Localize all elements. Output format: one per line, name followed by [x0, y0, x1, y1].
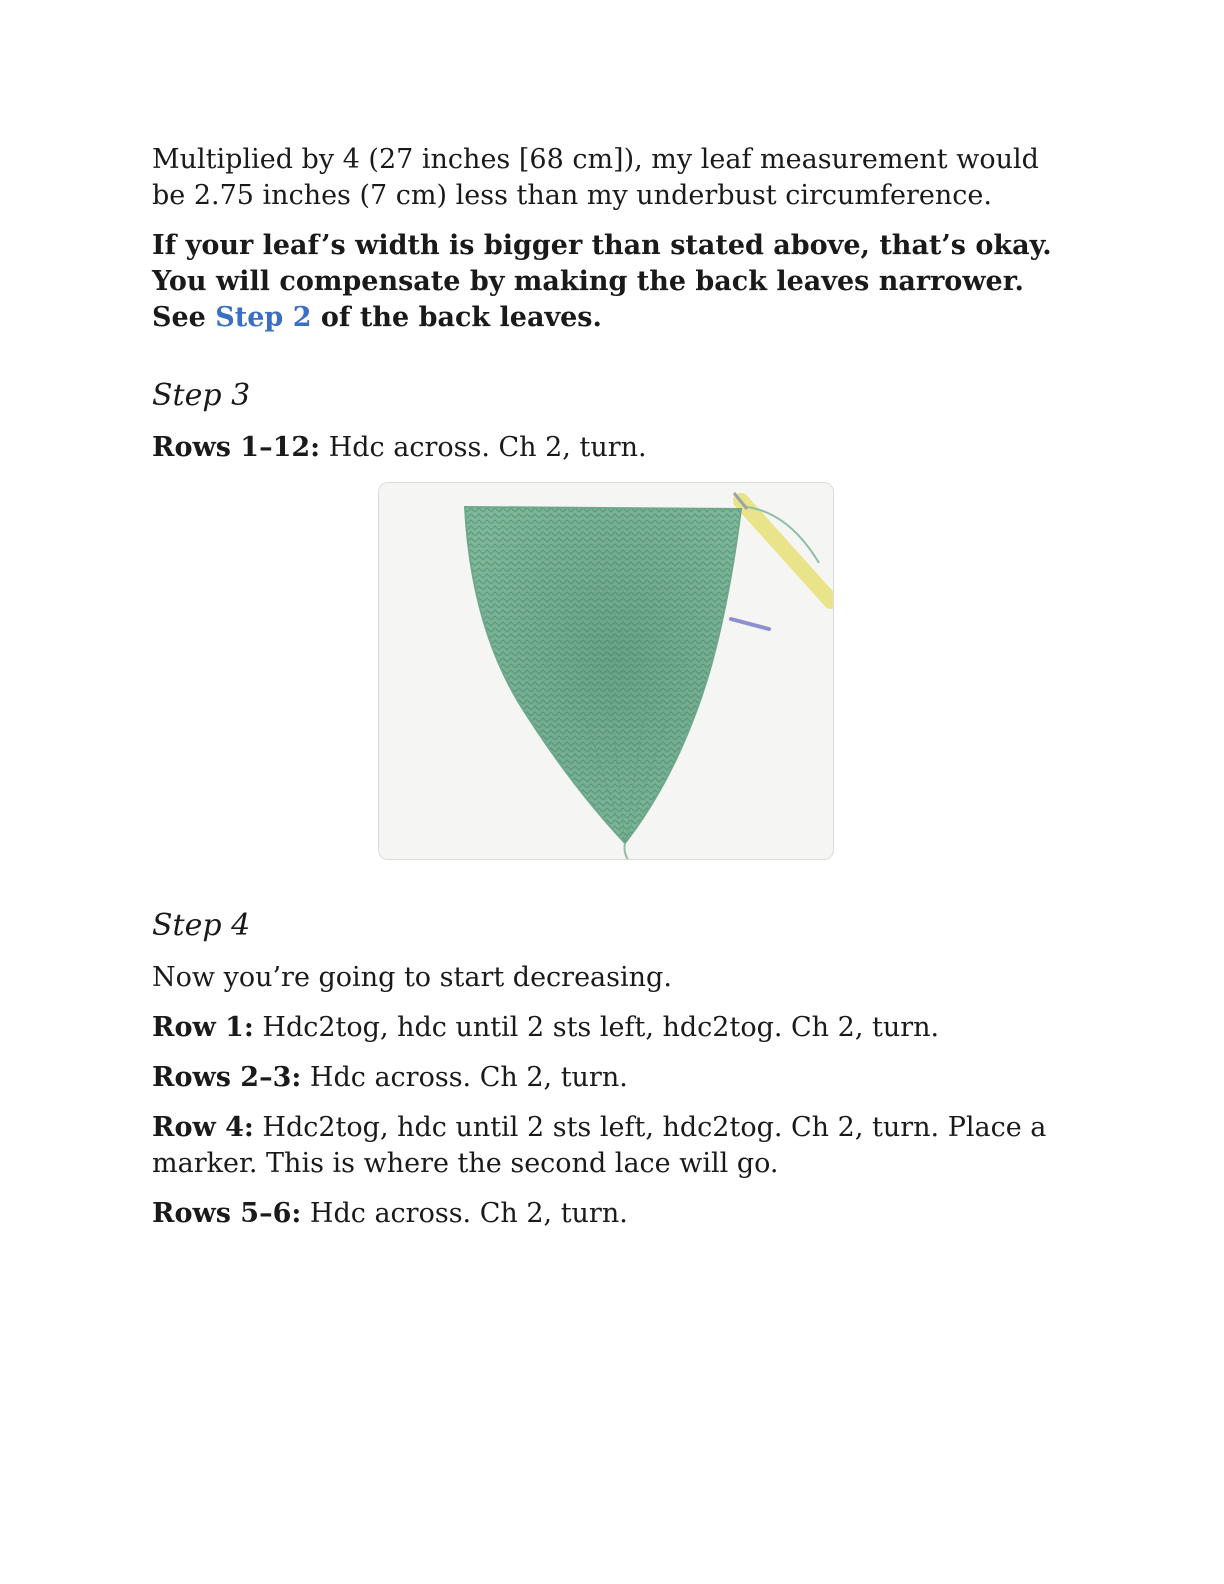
row-instruction: Hdc across. Ch 2, turn.: [301, 1062, 628, 1093]
row-label: Rows 5–6:: [152, 1198, 302, 1229]
leaf-width-note: [152, 228, 1072, 336]
step-3-heading: Step 3: [152, 378, 251, 413]
row-label: Row 1:: [152, 1012, 254, 1043]
row-instruction: Hdc2tog, hdc until 2 sts left, hdc2tog. Ch 2, turn.: [253, 1012, 940, 1043]
row-label: Row 4:: [152, 1112, 254, 1143]
row-instruction: Hdc across. Ch 2, turn.: [301, 1198, 628, 1229]
row-label: Rows 1–12:: [152, 432, 321, 463]
document-page: [152, 142, 1072, 1246]
step-2-link[interactable]: Step 2: [215, 302, 312, 333]
step-4-intro: Now you’re going to start decreasing.: [152, 962, 672, 993]
note-text-before: If your leaf’s width is bigger than stated above, that’s okay. You will compensate by making the back leaves narrower. See: [152, 230, 1052, 333]
row-label: Rows 2–3:: [152, 1062, 302, 1093]
step-4-row: [152, 1060, 1072, 1096]
note-text-after: of the back leaves.: [311, 302, 602, 333]
step-4-heading: Step 4: [152, 908, 251, 943]
row-instruction: Hdc2tog, hdc until 2 sts left, hdc2tog. Ch 2, turn. Place a marker. This is where the second lace will go.: [152, 1112, 1047, 1179]
step-4-row: [152, 1010, 1072, 1046]
step-4-row: [152, 1196, 1072, 1232]
step-4-row: [152, 1110, 1072, 1182]
step-3-row: [152, 430, 1072, 466]
intro-paragraph: Multiplied by 4 (27 inches [68 cm]), my leaf measurement would be 2.75 inches (7 cm) less than my underbust circumference.: [152, 144, 1039, 211]
crochet-leaf-photo: [378, 482, 834, 860]
leaf-illustration: [379, 483, 834, 860]
row-instruction: Hdc across. Ch 2, turn.: [320, 432, 647, 463]
